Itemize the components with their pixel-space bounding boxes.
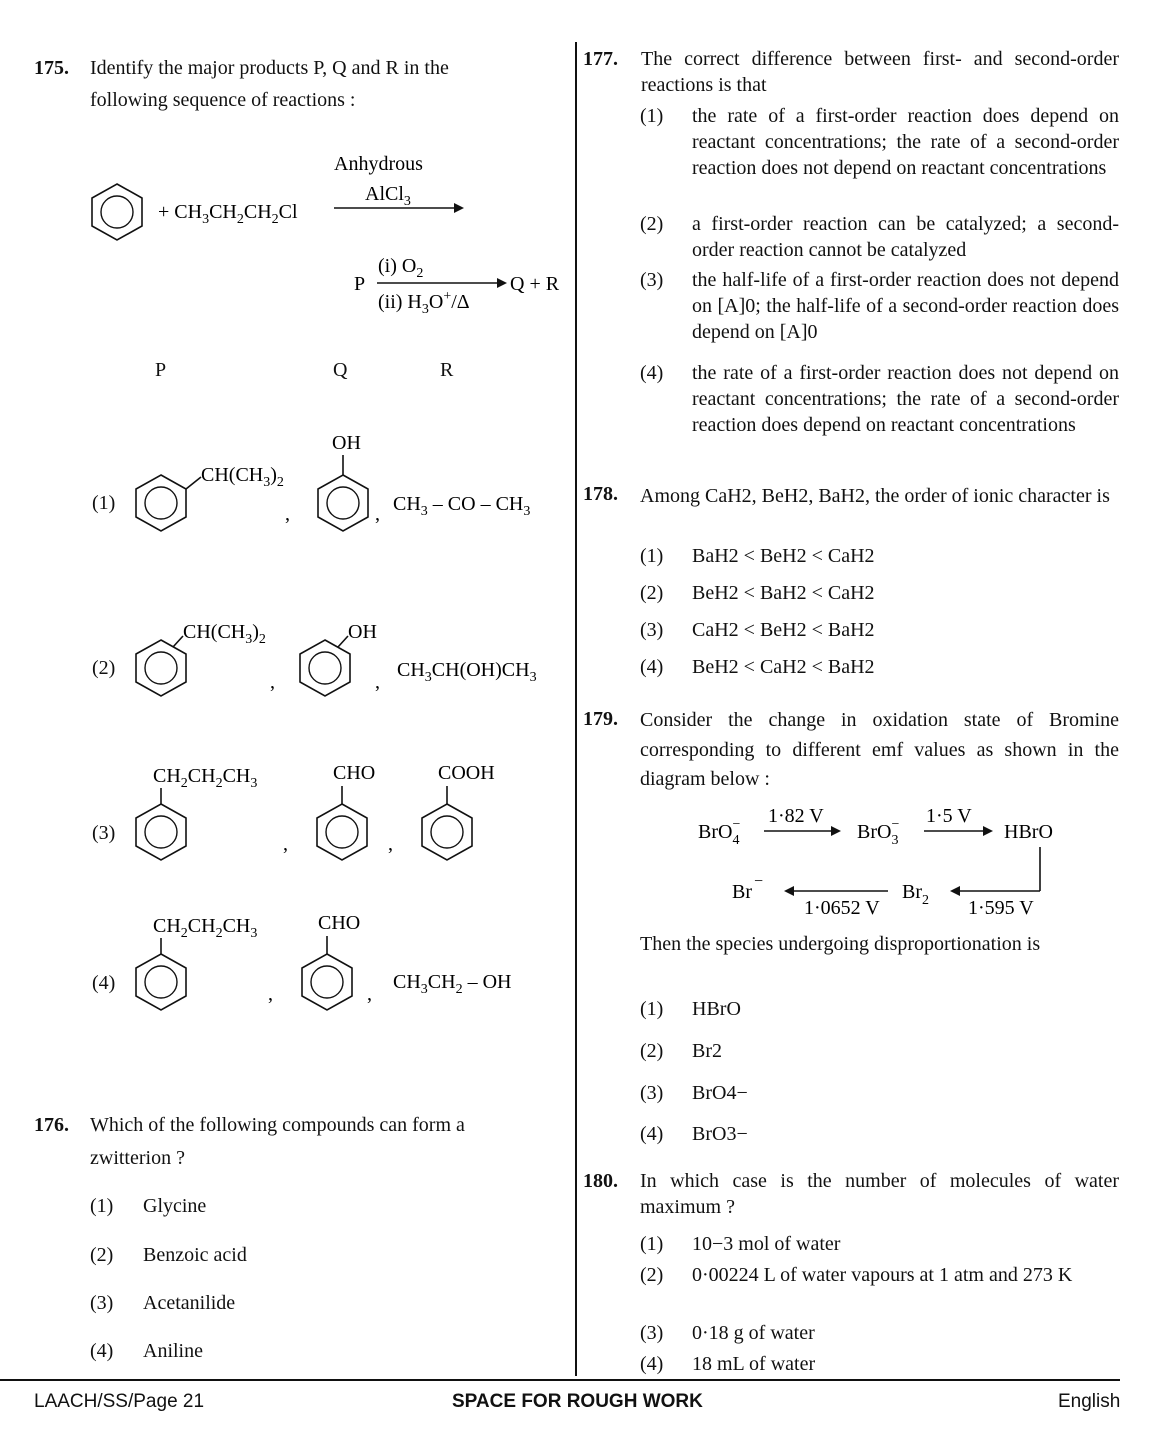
- q175-number: 175.: [34, 57, 69, 79]
- svg-text:,: ,: [367, 983, 372, 1005]
- cumene-structure: [136, 464, 284, 531]
- q176-opt1-text: Glycine: [143, 1195, 207, 1217]
- q176-stem-line1: Which of the following compounds can form a: [90, 1114, 465, 1136]
- q175-step2-bottom: (ii) $H_3O^+/\Delta$: [378, 289, 470, 317]
- q179-stem: Consider the change in oxidation state of Bromine corresponding to different emf values as shown in the diagram below :: [640, 709, 1119, 790]
- q178-opt3-text: CaH2 < BeH2 < BaH2: [692, 619, 875, 641]
- q175-opt2-structures: [125, 610, 570, 710]
- q180-opt4-num: (4): [640, 1353, 664, 1375]
- q177-opt4-text: the rate of a first-order reaction does not depend on reactant concentrations; the rate of a second-order reaction does depend on reactant concentrations: [692, 362, 1119, 436]
- cumene-structure: [136, 621, 266, 696]
- q178-opt2-text: BeH2 < BaH2 < CaH2: [692, 582, 875, 604]
- species-bro4: BrO$_4$−: [698, 817, 741, 848]
- q177-opt4-num: (4): [640, 362, 664, 384]
- q176-stem-line2: zwitterion ?: [90, 1147, 185, 1169]
- q175-col-r: R: [440, 359, 454, 381]
- q177-stem: The correct difference between first- and second-order reactions is that: [641, 48, 1119, 96]
- emf-1-0652: 1·0652 V: [804, 897, 880, 919]
- q180-number: 180.: [583, 1170, 618, 1192]
- svg-text:CHO: CHO: [318, 912, 361, 934]
- q175-opt2-num: (2): [92, 657, 116, 679]
- benzaldehyde-structure: [317, 762, 375, 860]
- species-hbro: HBrO: [1004, 821, 1053, 843]
- footer-page-code: LAACH/SS/Page 21: [34, 1391, 205, 1412]
- svg-text:,: ,: [375, 503, 380, 525]
- q179-opt4-num: (4): [640, 1123, 664, 1145]
- svg-text:OH: OH: [332, 432, 361, 454]
- svg-text:CHO: CHO: [333, 762, 376, 784]
- q175-stem-line2: following sequence of reactions :: [90, 89, 356, 111]
- propylbenzene-structure: [136, 765, 257, 860]
- q177-opt1-text: the rate of a first-order reaction does depend on reactant concentrations; the rate of a second-order reaction does not depend on reactant concentrations: [692, 105, 1119, 179]
- q176-opt2-text: Benzoic acid: [143, 1244, 247, 1266]
- q175-opt4-structures: [125, 905, 570, 1020]
- benzaldehyde-structure: [302, 912, 360, 1010]
- q176-number: 176.: [34, 1114, 69, 1136]
- q179-opt2-num: (2): [640, 1040, 664, 1062]
- q176-opt2-num: (2): [90, 1244, 114, 1266]
- q178-opt2-num: (2): [640, 582, 664, 604]
- q178-stem: Among CaH2, BeH2, BaH2, the order of ionic character is: [640, 485, 1110, 507]
- footer-rough-work: SPACE FOR ROUGH WORK: [452, 1391, 703, 1412]
- q175-step2-top: (i) $O_2$: [378, 255, 424, 281]
- q177-number: 177.: [583, 48, 618, 70]
- q177-opt2-text: a first-order reaction can be catalyzed; a second-order reaction cannot be catalyzed: [692, 213, 1119, 261]
- ethanol-text: $CH_3CH_2$ – OH: [393, 971, 512, 997]
- species-br-minus: Br −: [732, 873, 764, 903]
- q177-opt3-text: the half-life of a first-order reaction does not depend on [A]0; the half-life of a second-order reaction does depend on [A]0: [692, 269, 1119, 343]
- q180-stem: In which case is the number of molecules of water maximum ?: [640, 1170, 1119, 1218]
- q178-opt3-num: (3): [640, 619, 664, 641]
- q175-stem-line1: Identify the major products P, Q and R in the: [90, 57, 449, 79]
- q176-opt3-num: (3): [90, 1292, 114, 1314]
- q177-opt3-num: (3): [640, 269, 664, 291]
- q175-opt1-num: (1): [92, 492, 116, 514]
- q180-opt3-num: (3): [640, 1322, 664, 1344]
- species-br2: $Br_2$: [902, 881, 929, 908]
- q180-opt3-text: 0·18 g of water: [692, 1322, 815, 1344]
- emf-1-82: 1·82 V: [768, 805, 824, 827]
- q179-opt2-text: Br2: [692, 1040, 722, 1062]
- q175-reagent-bottom: AlCl$_3$: [365, 183, 411, 209]
- q176-opt3-text: Acetanilide: [143, 1292, 236, 1314]
- phenol-structure: [318, 432, 368, 531]
- q179-opt4-text: BrO3−: [692, 1123, 748, 1145]
- q175-step2-product: Q + R: [510, 273, 560, 295]
- q175-step2-p: P: [354, 273, 366, 295]
- column-divider: [575, 42, 577, 1376]
- q179-number: 179.: [583, 708, 618, 730]
- footer-rule: [0, 1379, 1120, 1381]
- q178-opt4-text: BeH2 < CaH2 < BaH2: [692, 656, 875, 678]
- q180-opt1-num: (1): [640, 1233, 664, 1255]
- benzoic-acid-structure: [422, 762, 495, 860]
- svg-text:,: ,: [283, 833, 288, 855]
- svg-text:COOH: COOH: [438, 762, 495, 784]
- propylbenzene-structure: [136, 915, 257, 1010]
- emf-1-595: 1·595 V: [968, 897, 1034, 919]
- q175-opt3-num: (3): [92, 822, 116, 844]
- species-bro3: BrO$_3$−: [857, 817, 900, 848]
- bromine-latimer-diagram: [690, 800, 1080, 925]
- q178-opt1-num: (1): [640, 545, 664, 567]
- svg-text:CH(CH3)2: $CH(CH_3)_2$: [183, 621, 266, 647]
- svg-text:,: ,: [375, 671, 380, 693]
- q176-opt1-num: (1): [90, 1195, 114, 1217]
- svg-text:,: ,: [388, 833, 393, 855]
- q180-opt4-text: 18 mL of water: [692, 1353, 816, 1375]
- q175-reaction-scheme: [80, 150, 570, 320]
- q180-opt2-num: (2): [640, 1264, 664, 1286]
- q180-opt2-text: 0·00224 L of water vapours at 1 atm and 273 K: [692, 1264, 1073, 1286]
- q177-opt2-num: (2): [640, 213, 664, 235]
- phenol-structure: [300, 621, 377, 696]
- benzene-ring-reactant: [92, 184, 142, 240]
- svg-text:,: ,: [268, 983, 273, 1005]
- q175-reagent-top: Anhydrous: [334, 153, 423, 175]
- q179-opt3-num: (3): [640, 1082, 664, 1104]
- q178-number: 178.: [583, 483, 618, 505]
- svg-text:,: ,: [285, 503, 290, 525]
- q177-opt1-num: (1): [640, 105, 664, 127]
- svg-text:CH(CH3)2: $CH(CH_3)_2$: [201, 464, 284, 490]
- q176-opt4-num: (4): [90, 1340, 114, 1362]
- svg-text:,: ,: [270, 671, 275, 693]
- q179-opt3-text: BrO4−: [692, 1082, 748, 1104]
- q175-col-q: Q: [333, 359, 348, 381]
- q175-opt1-structures: [125, 425, 570, 540]
- q179-opt1-text: HBrO: [692, 998, 741, 1020]
- acetone-text: $CH_3$ – CO – $CH_3$: [393, 493, 531, 519]
- q176-opt4-text: Aniline: [143, 1340, 203, 1362]
- q179-opt1-num: (1): [640, 998, 664, 1020]
- svg-text:CH2CH2CH3: $CH_2CH_2CH_3$: [153, 915, 258, 941]
- q175-opt4-num: (4): [92, 972, 116, 994]
- q178-opt1-text: BaH2 < BeH2 < CaH2: [692, 545, 875, 567]
- q180-opt1-text: 10−3 mol of water: [692, 1233, 841, 1255]
- svg-text:OH: OH: [348, 621, 377, 643]
- emf-1-5: 1·5 V: [926, 805, 972, 827]
- q175-opt3-structures: [125, 755, 570, 870]
- q175-col-p: P: [155, 359, 167, 381]
- q179-stem2: Then the species undergoing disproportionation is: [640, 933, 1041, 955]
- svg-text:CH2CH2CH3: $CH_2CH_2CH_3$: [153, 765, 258, 791]
- footer-language: English: [1058, 1391, 1121, 1412]
- q178-opt4-num: (4): [640, 656, 664, 678]
- isopropanol-text: $CH_3CH(OH)CH_3$: [397, 659, 537, 685]
- q175-reactant-text: + $CH_3CH_2CH_2Cl$: [158, 201, 298, 227]
